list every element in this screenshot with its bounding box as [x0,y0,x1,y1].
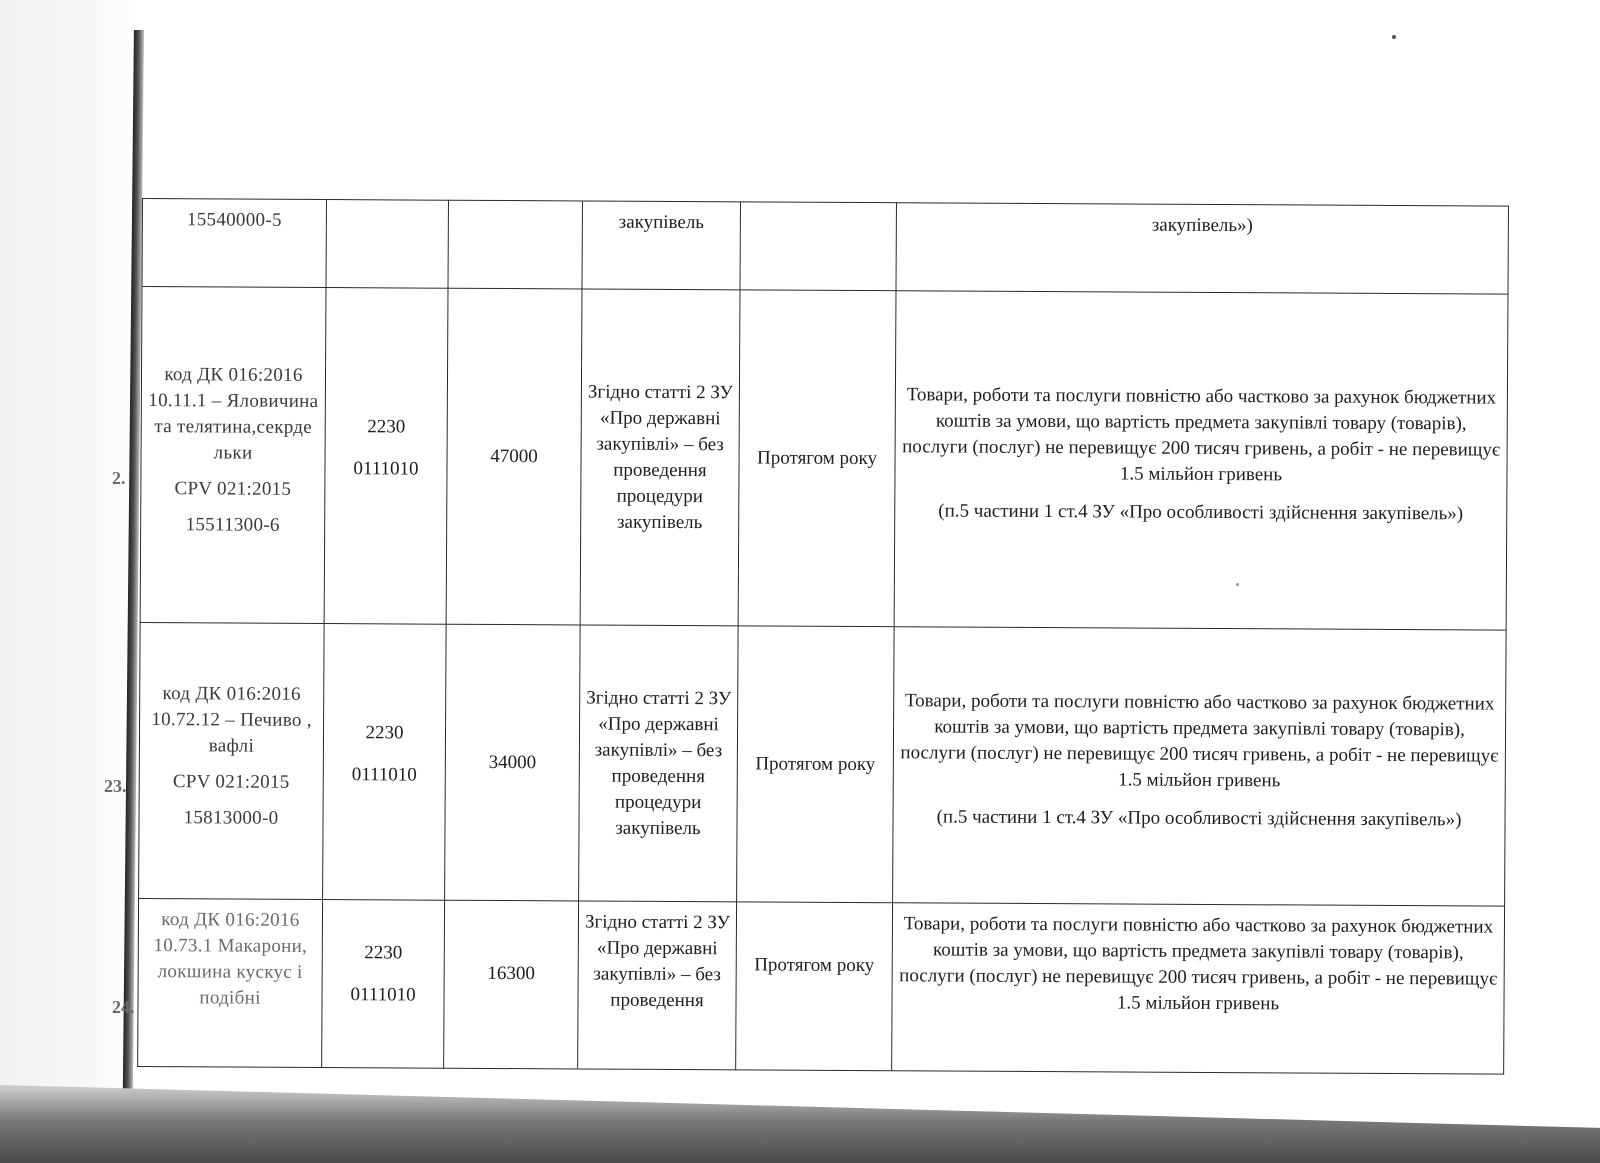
procedure-text: Згідно статті 2 ЗУ «Про державні закупівлі» – без проведення процедури закупівель [586,686,732,839]
item-code-cell [140,287,326,624]
procedure-cell [578,901,737,1070]
kekv-cell [324,288,448,625]
table-row [140,287,1508,631]
kekv-line: 0111010 [350,984,416,1006]
note-cell [893,627,1507,906]
procurement-table [137,198,1509,1075]
sum-cell [445,624,581,901]
scan-margin-shadow [0,0,140,1163]
scan-bottom-shadow [0,1085,1600,1163]
table-row [138,898,1505,1074]
term-cell [737,626,895,903]
kekv-line: 2230 [364,942,403,964]
row-number: 24. [112,997,135,1017]
expected-sum: 16300 [487,962,535,985]
item-code-line: код ДК 016:2016 10.73.1 Макарони, локшина кускус і подібні [153,909,308,1009]
item-code-cell [142,199,326,288]
term-text: Протягом року [754,954,875,977]
item-code-cell [139,622,325,899]
table-row [139,622,1507,906]
term-text: Протягом року [757,446,878,469]
item-code-line: 15813000-0 [183,806,279,829]
procedure-cell [579,625,739,902]
table-row [142,199,1508,295]
sum-cell [448,200,582,289]
note-reference: (п.5 частини 1 ст.4 ЗУ «Про особливості здійснення закупівель») [936,805,1462,830]
item-code-line: CPV 021:2015 [172,770,290,793]
note-cell [892,903,1505,1074]
expected-sum: 47000 [490,445,538,467]
procedure-cell [580,289,740,626]
kekv-cell [323,624,447,901]
item-code-line: код ДК 016:2016 10.72.12 – Печиво , вафлі [151,682,312,757]
procedure-text: Згідно статті 2 ЗУ «Про державні закупівлі» – без проведення процедури закупівель [587,380,733,533]
kekv-line: 0111010 [351,763,417,786]
note-main: Товари, роботи та послуги повністю або частково за рахунок бюджетних коштів за умови, що вартість предмета закупівлі товару (товарів), послуги (послуг) не перевищує 200 тисяч гривень, а робіт - не перевищує 1.5 мільйон гривень [899,913,1498,1015]
note-reference: закупівель») [1151,214,1253,237]
term-cell [738,290,896,627]
kekv-cell [326,200,448,289]
term-cell [740,202,896,291]
item-code-line: код ДК 016:2016 10.11.1 – Яловичина та телятина,секрде льки [148,363,319,464]
kekv-line: 2230 [367,415,406,437]
item-code-cell [138,898,323,1067]
procedure-cell [582,201,740,290]
procedure-text: Згідно статті 2 ЗУ «Про державні закупівлі» – без проведення [584,911,731,1012]
sum-cell [444,900,579,1069]
item-code-line: 15511300-6 [185,513,280,536]
note-main: Товари, роботи та послуги повністю або частково за рахунок бюджетних коштів за умови, що вартість предмета закупівлі товару (товарів), послуги (послуг) не перевищує 200 тисяч гривень, а робіт - не перевищує 1.5 мільйон гривень [900,689,1499,791]
term-text: Протягом року [755,752,876,775]
expected-sum: 34000 [488,751,537,773]
kekv-line: 2230 [365,721,404,743]
note-reference: (п.5 частини 1 ст.4 ЗУ «Про особливості здійснення закупівель») [938,499,1464,524]
procedure-text: закупівель [618,211,705,234]
scan-dust-speck [1392,35,1396,39]
sum-cell [446,288,582,625]
note-cell [894,291,1508,630]
row-number: 2. [112,468,126,488]
kekv-cell [322,900,445,1069]
note-main: Товари, роботи та послуги повністю або частково за рахунок бюджетних коштів за умови, що вартість предмета закупівлі товару (товарів), послуги (послуг) не перевищує 200 тисяч гривень, а робіт - не перевищує 1.5 мільйон гривень [902,383,1501,485]
note-cell [896,203,1508,294]
term-cell [736,902,893,1071]
row-number: 23. [104,776,127,796]
kekv-line: 0111010 [353,457,419,480]
item-code-line: 15540000-5 [186,209,282,231]
item-code-line: CPV 021:2015 [174,477,292,500]
